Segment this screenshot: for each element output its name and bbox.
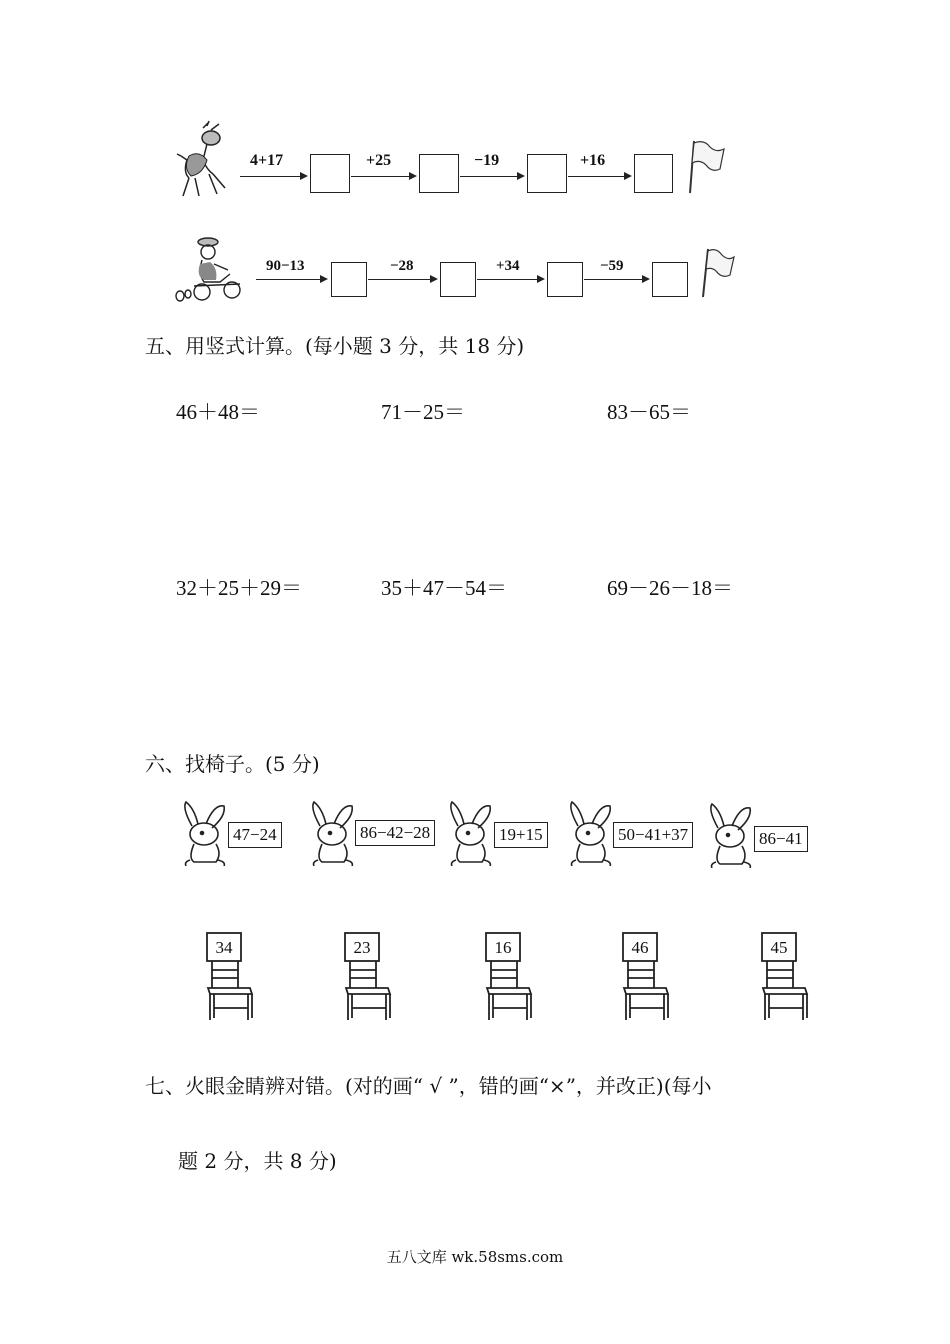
chain-1-arrow-3 bbox=[460, 176, 523, 177]
section-6-heading: 六、找椅子。(5 分) bbox=[145, 752, 320, 776]
calc-expression-6: 69－26－18＝ bbox=[607, 576, 733, 600]
chair-number-5: 45 bbox=[770, 938, 788, 957]
calc-expression-4: 32＋25＋29＝ bbox=[176, 576, 302, 600]
chair-number-1: 34 bbox=[215, 938, 233, 957]
footer-watermark: 五八文库 wk.58sms.com bbox=[386, 1248, 564, 1266]
chair-number-2: 23 bbox=[353, 938, 371, 957]
chain-2-arrow-2 bbox=[368, 279, 436, 280]
chain-1-step-1-label: 4+17 bbox=[250, 152, 284, 169]
rabbit-card-4: 50−41+37 bbox=[613, 822, 693, 848]
section-7-heading-line-1: 七、火眼金睛辨对错。(对的画“ √ ”，错的画“×”，并改正)(每小 bbox=[145, 1074, 712, 1098]
chain-2-arrow-1 bbox=[256, 279, 326, 280]
chair-number-4: 46 bbox=[631, 938, 649, 957]
calc-expression-2: 71－25＝ bbox=[381, 400, 465, 424]
chain-1-arrow-2 bbox=[351, 176, 415, 177]
chain-1-step-3-label: −19 bbox=[474, 152, 500, 169]
chair-number-3: 16 bbox=[494, 938, 512, 957]
scooter-rider-illustration bbox=[174, 234, 248, 304]
chain-2-answer-box-4[interactable] bbox=[652, 262, 688, 297]
chain-1-answer-box-4[interactable] bbox=[634, 154, 673, 193]
chain-2-answer-box-1[interactable] bbox=[331, 262, 367, 297]
chain-1-arrow-4 bbox=[568, 176, 630, 177]
rabbit-card-3: 19+15 bbox=[494, 822, 548, 848]
rabbit-1 bbox=[180, 800, 230, 866]
deer-illustration bbox=[173, 120, 235, 200]
calc-expression-3: 83－65＝ bbox=[607, 400, 691, 424]
flag-icon bbox=[688, 137, 726, 195]
chain-1-step-4-label: +16 bbox=[580, 152, 606, 169]
chain-1-arrow-1 bbox=[240, 176, 306, 177]
rabbit-card-1: 47−24 bbox=[228, 822, 282, 848]
chain-1-answer-box-1[interactable] bbox=[310, 154, 350, 193]
section-7-heading-line-2: 题 2 分，共 8 分) bbox=[178, 1149, 337, 1173]
rabbit-card-2: 86−42−28 bbox=[355, 820, 435, 846]
chain-1-answer-box-2[interactable] bbox=[419, 154, 459, 193]
chain-2-step-2-label: −28 bbox=[390, 258, 414, 274]
flag-icon bbox=[700, 247, 736, 299]
chain-2-answer-box-3[interactable] bbox=[547, 262, 583, 297]
rabbit-4 bbox=[566, 800, 616, 866]
calc-expression-1: 46＋48＝ bbox=[176, 400, 260, 424]
chain-2-step-4-label: −59 bbox=[600, 258, 624, 274]
chain-1-step-2-label: +25 bbox=[366, 152, 392, 169]
rabbit-5 bbox=[706, 802, 756, 868]
rabbit-card-5: 86−41 bbox=[754, 826, 808, 852]
rabbit-2 bbox=[308, 800, 358, 866]
chain-2-arrow-3 bbox=[477, 279, 543, 280]
calc-expression-5: 35＋47－54＝ bbox=[381, 576, 507, 600]
chain-1-answer-box-3[interactable] bbox=[527, 154, 567, 193]
chain-2-answer-box-2[interactable] bbox=[440, 262, 476, 297]
chain-2-arrow-4 bbox=[584, 279, 648, 280]
chain-2-step-1-label: 90−13 bbox=[266, 258, 305, 274]
section-5-heading: 五、用竖式计算。(每小题 3 分，共 18 分) bbox=[145, 334, 525, 358]
rabbit-3 bbox=[446, 800, 496, 866]
chain-2-step-3-label: +34 bbox=[496, 258, 520, 274]
